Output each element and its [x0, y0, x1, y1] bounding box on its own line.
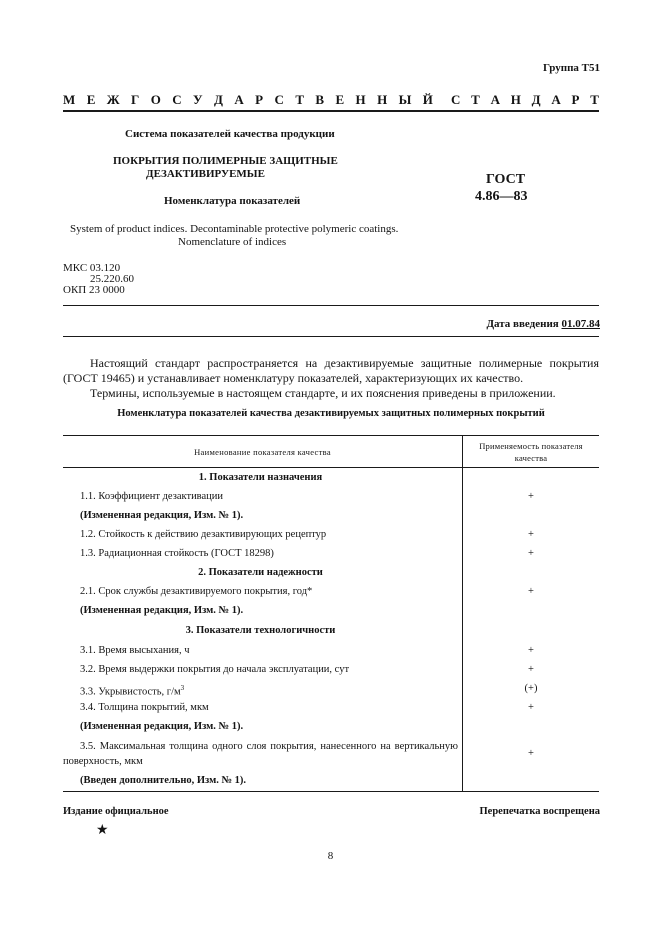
document-title-line1: ПОКРЫТИЯ ПОЛИМЕРНЫЕ ЗАЩИТНЫЕ [113, 155, 338, 167]
applicability-mark: + [528, 748, 534, 759]
english-title-line2: Nomenclature of indices [178, 236, 287, 248]
table-row [63, 506, 599, 525]
group-code: Группа Т51 [542, 62, 600, 74]
banner-letter: Т [590, 92, 599, 107]
banner-letter: С [172, 92, 182, 107]
index-name: 3.4. Толщина покрытий, мкм [63, 698, 463, 717]
effective-date-value: 01.07.84 [561, 318, 600, 330]
banner-word-interstate [63, 92, 433, 108]
applicability-mark [463, 621, 599, 641]
index-name-text: 3.3. Укрывистость, г/м [80, 686, 181, 698]
table-bottom-rule [63, 791, 599, 792]
banner-letter: А [490, 92, 500, 107]
document-title-line2: ДЕЗАКТИВИРУЕМЫЕ [146, 168, 265, 180]
banner-letter: М [63, 92, 76, 107]
index-name: 1.1. Коэффициент дезактивации [63, 487, 463, 506]
index-name [63, 679, 463, 698]
table-row [63, 621, 599, 641]
applicability-mark: + [528, 529, 534, 540]
section-heading: 3. Показатели технологичности [63, 621, 463, 641]
table-row [63, 525, 599, 544]
table-row [63, 563, 599, 582]
banner-letter: Н [510, 92, 521, 107]
banner-letter: Д [214, 92, 223, 107]
applicability-mark: (+) [524, 683, 538, 694]
table-row [63, 582, 599, 601]
banner-letter: У [193, 92, 203, 107]
banner-letter: Е [335, 92, 345, 107]
banner-letter: В [315, 92, 325, 107]
banner-letter: Т [295, 92, 304, 107]
index-name: 3.1. Время высыхания, ч [63, 641, 463, 660]
banner-letter: А [551, 92, 561, 107]
column-header-name: Наименование показателя качества [63, 436, 463, 467]
standard-banner [63, 92, 599, 108]
applicability-mark: + [528, 586, 534, 597]
index-name: 2.1. Срок службы дезактивируемого покрытия, год* [63, 582, 463, 601]
applicability-mark [463, 468, 599, 487]
banner-letter: О [150, 92, 161, 107]
banner-letter: С [274, 92, 284, 107]
applicability-mark: + [528, 645, 534, 656]
effective-date-label: Дата введения [486, 318, 559, 330]
body-paragraph-2: Термины, используемые в настоящем стандарте, и их пояснения приведены в приложении. [90, 386, 556, 400]
index-name: 3.2. Время выдержки покрытия до начала эксплуатации, сут [63, 660, 463, 679]
document-subtitle: Номенклатура показателей [164, 195, 301, 207]
body-paragraph-1: Настоящий стандарт распространяется на дезактивируемые защитные полимерные покрытия (ГОСТ 19465) и устанавливает номенклатуру показателей, характеризующих их качество. [63, 356, 599, 385]
applicability-mark [463, 770, 599, 791]
amendment-note: (Измененная редакция, Изм. № 1). [63, 506, 463, 525]
table-row [63, 544, 599, 563]
table-row [63, 717, 599, 737]
unit-superscript: 3 [180, 684, 185, 692]
system-title: Система показателей качества продукции [125, 128, 335, 140]
amendment-note: (Измененная редакция, Изм. № 1). [63, 601, 463, 621]
banner-letter: Ы [398, 92, 412, 107]
banner-letter: Н [355, 92, 366, 107]
banner-letter: Е [86, 92, 96, 107]
banner-letter: Д [531, 92, 541, 107]
gost-label: ГОСТ [486, 172, 526, 187]
banner-word-standard [451, 92, 599, 108]
mks-code-2: 25.220.60 [90, 273, 134, 285]
table-row [63, 660, 599, 679]
applicability-mark: + [528, 548, 534, 559]
section-heading: 1. Показатели назначения [63, 468, 463, 487]
applicability-mark: + [528, 702, 534, 713]
page-number: 8 [327, 850, 334, 862]
indices-table [63, 435, 599, 792]
banner-letter: Й [422, 92, 433, 107]
star-icon: ★ [96, 823, 109, 838]
banner-letter: С [451, 92, 461, 107]
banner-letter: А [234, 92, 244, 107]
applicability-mark [463, 506, 599, 525]
banner-letter: Р [255, 92, 264, 107]
index-name: 1.2. Стойкость к действию дезактивирующих рецептур [63, 525, 463, 544]
banner-letter: Ж [106, 92, 120, 107]
gost-number: 4.86—83 [475, 189, 528, 204]
applicability-mark [463, 601, 599, 621]
table-row [63, 737, 599, 770]
index-name: 1.3. Радиационная стойкость (ГОСТ 18298) [63, 544, 463, 563]
effective-date [486, 318, 600, 330]
table-row [63, 601, 599, 621]
applicability-mark [463, 563, 599, 582]
table-row [63, 468, 599, 487]
column-header-applicability: Применяемость показателя качества [479, 440, 583, 463]
table-row [63, 679, 599, 698]
applicability-mark: + [528, 664, 534, 675]
mks-code-1: МКС 03.120 [63, 262, 121, 274]
okp-code: ОКП 23 0000 [63, 284, 125, 296]
banner-letter: Н [377, 92, 388, 107]
table-row [63, 487, 599, 506]
banner-letter: Р [571, 92, 580, 107]
applicability-mark [463, 717, 599, 737]
date-rule-top [63, 305, 599, 306]
section-heading: 2. Показатели надежности [63, 563, 463, 582]
amendment-note: (Введен дополнительно, Изм. № 1). [63, 770, 463, 791]
table-caption: Номенклатура показателей качества дезактивируемых защитных полимерных покрытий [117, 408, 545, 419]
date-rule-bottom [63, 336, 599, 337]
index-name: 3.5. Максимальная толщина одного слоя покрытия, нанесенного на вертикальную поверхность, мкм [63, 737, 463, 770]
table-row [63, 698, 599, 717]
table-row [63, 641, 599, 660]
table-row [63, 770, 599, 791]
official-edition-note: Издание официальное [63, 806, 169, 817]
banner-rule [63, 110, 599, 112]
applicability-mark: + [528, 491, 534, 502]
reprint-prohibited-note: Перепечатка воспрещена [479, 806, 600, 817]
banner-letter: Т [471, 92, 480, 107]
banner-letter: Г [131, 92, 140, 107]
amendment-note: (Измененная редакция, Изм. № 1). [63, 717, 463, 737]
english-title-line1: System of product indices. Decontaminable protective polymeric coatings. [70, 223, 399, 235]
table-header [63, 435, 599, 468]
